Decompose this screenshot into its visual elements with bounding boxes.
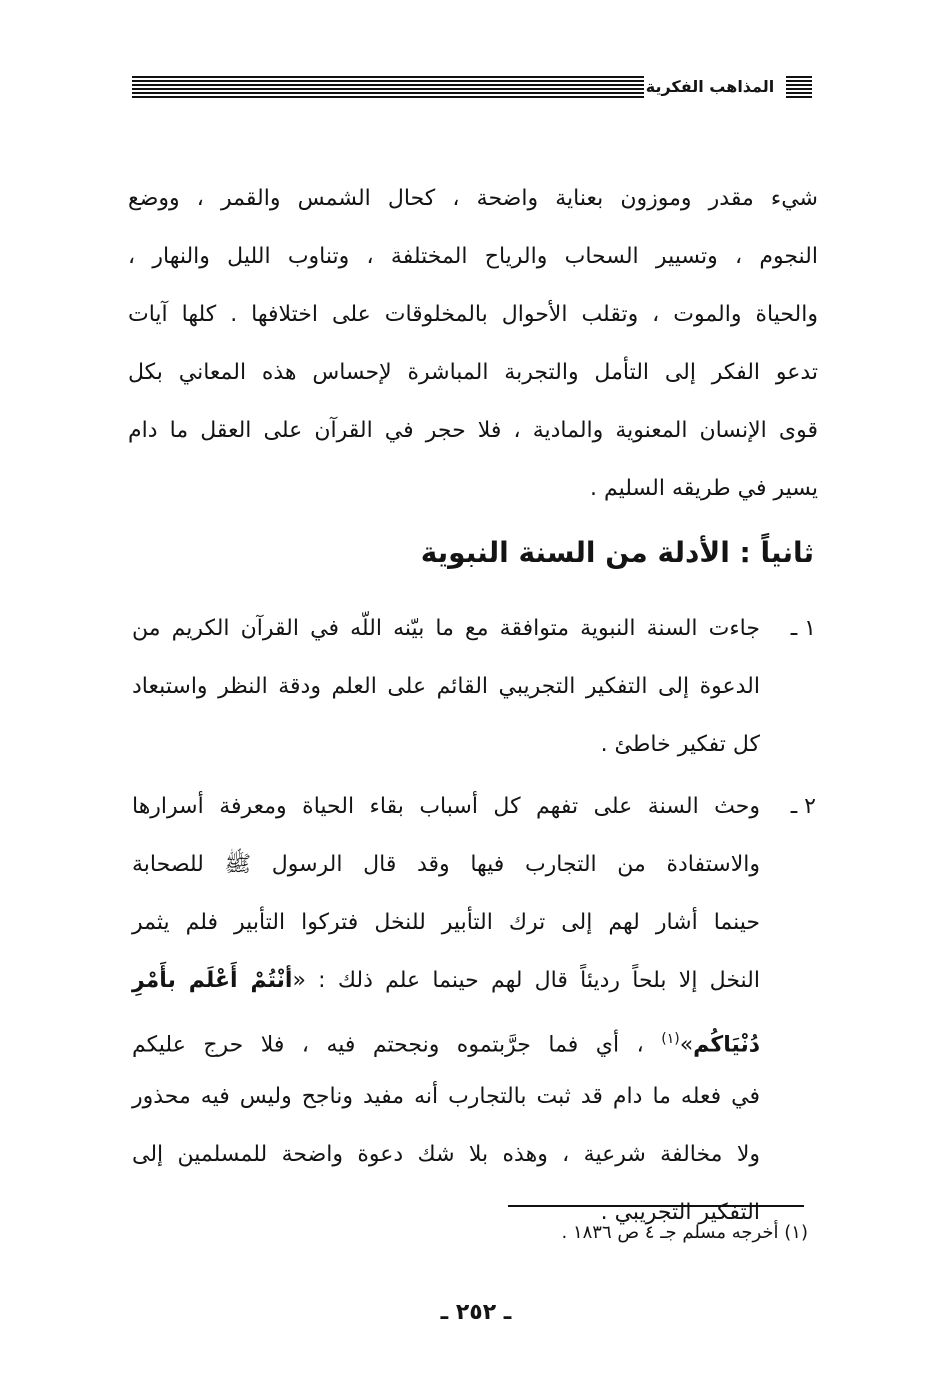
intro-line: تدعو الفكر إلى التأمل والتجربة المباشرة لإحساس هذه المعاني بكل	[128, 360, 818, 385]
item-line: حينما أشار لهم إلى ترك التأبير للنخل فتركوا التأبير فلم يثمر	[132, 910, 760, 935]
item-line: الدعوة إلى التفكير التجريبي القائم على العلم ودقة النظر واستبعاد	[132, 674, 760, 699]
intro-line: شيء مقدر وموزون بعناية واضحة ، كحال الشمس والقمر ، ووضع	[128, 186, 818, 211]
header-title: المذاهب الفكرية	[645, 77, 775, 96]
item-line: ولا مخالفة شرعية ، وهذه بلا شك دعوة واضحة للمسلمين إلى	[132, 1142, 760, 1167]
intro-line: يسير في طريقه السليم .	[589, 476, 818, 501]
quote-close: »	[679, 1032, 694, 1058]
item-number: ١ ـ	[790, 616, 816, 641]
intro-line: النجوم ، وتسيير السحاب والرياح المختلفة ، وتناوب الليل والنهار ،	[128, 244, 818, 269]
item-text	[132, 600, 760, 774]
section-title: ثانياً : الأدلة من السنة النبوية	[420, 536, 814, 569]
item-line: كل تفكير خاطئ .	[600, 732, 760, 757]
item-line: وحث السنة على تفهم كل أسباب بقاء الحياة ومعرفة أسرارها	[132, 794, 760, 819]
item-line-quote-start	[132, 952, 760, 1010]
header-rule-right	[786, 76, 812, 98]
hadith-quote-part2: دُنْيَاكُم	[693, 1032, 760, 1058]
item-line-quote-end	[132, 1010, 760, 1068]
page-number: ـ ٢٥٢ ـ	[440, 1300, 512, 1325]
intro-paragraph	[128, 170, 818, 518]
quote-lead-text: النخل إلا بلحاً رديئاً قال لهم حينما علم ذلك : «	[292, 968, 761, 993]
quote-trailing-text: ، أي فما جرَّبتموه ونجحتم فيه ، فلا حرج عليكم	[132, 1032, 662, 1058]
running-header	[132, 72, 812, 102]
footnote: (١) أخرجه مسلم جـ ٤ ص ١٨٣٦ .	[561, 1222, 808, 1243]
footnote-reference[interactable]: (١)	[661, 1031, 680, 1047]
intro-line: قوى الإنسان المعنوية والمادية ، فلا حجر في القرآن على العقل ما دام	[128, 418, 818, 443]
item-line: والاستفادة من التجارب فيها وقد قال الرسول ﷺ للصحابة	[132, 852, 760, 877]
item-line: التفكير التجريبي .	[600, 1200, 760, 1225]
item-line: في فعله ما دام قد ثبت بالتجارب أنه مفيد وناجح وليس فيه محذور	[132, 1084, 760, 1109]
intro-line: والحياة والموت ، وتقلب الأحوال بالمخلوقات على اختلافها . كلها آيات	[128, 302, 818, 327]
hadith-quote-part1: أنْتُمْ أَعْلَم بأَمْرِ	[132, 968, 293, 993]
header-rule-left	[132, 76, 644, 98]
item-number: ٢ ـ	[790, 794, 816, 819]
footnote-separator	[508, 1205, 804, 1207]
item-text	[132, 778, 760, 1242]
item-line: جاءت السنة النبوية متوافقة مع ما بيّنه اللّه في القرآن الكريم من	[132, 616, 760, 641]
